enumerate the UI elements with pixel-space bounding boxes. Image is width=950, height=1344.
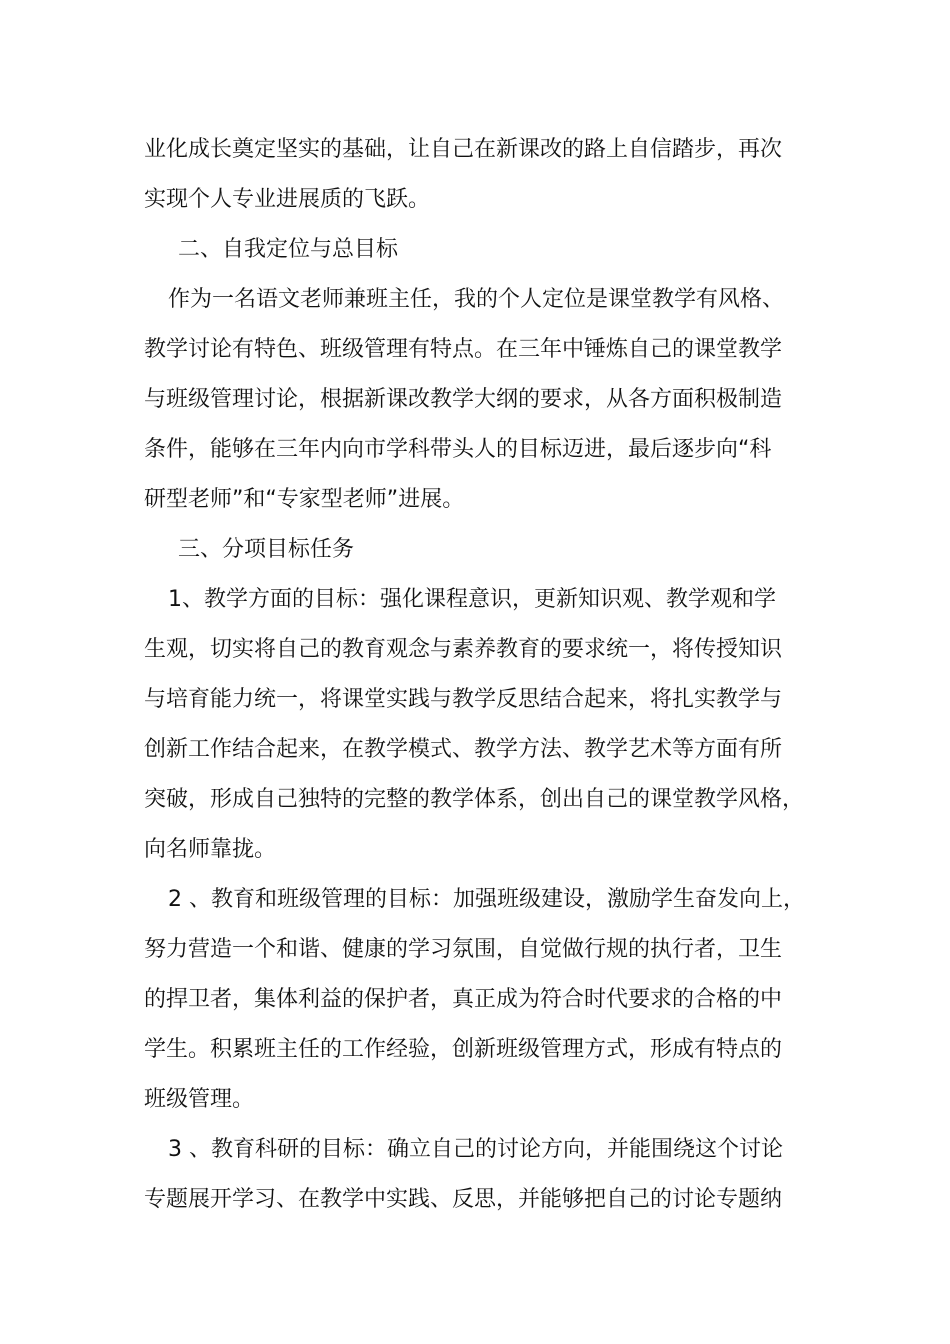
- body-text-line: 班级管理。: [144, 1087, 255, 1112]
- body-text-line: 努力营造一个和谐、健康的学习氛围，自觉做行规的执行者，卫生: [144, 937, 783, 962]
- section-heading: 二、自我定位与总目标: [178, 237, 399, 262]
- body-text-line: 与培育能力统一，将课堂实践与教学反思结合起来，将扎实教学与: [144, 687, 783, 712]
- body-text-line: 2 、教育和班级管理的目标：加强班级建设，激励学生奋发向上，: [168, 887, 805, 912]
- body-text-line: 创新工作结合起来，在教学模式、教学方法、教学艺术等方面有所: [144, 737, 783, 762]
- body-text-line: 研型老师”和“专家型老师”进展。: [144, 487, 465, 512]
- body-text-line: 生观，切实将自己的教育观念与素养教育的要求统一，将传授知识: [144, 637, 783, 662]
- body-text-line: 教学讨论有特色、班级管理有特点。在三年中锤炼自己的课堂教学: [144, 337, 783, 362]
- section-heading: 三、分项目标任务: [178, 537, 355, 562]
- body-text-line: 1、教学方面的目标：强化课程意识，更新知识观、教学观和学: [168, 587, 776, 612]
- body-text-line: 作为一名语文老师兼班主任，我的个人定位是课堂教学有风格、: [168, 287, 785, 312]
- body-text-line: 向名师靠拢。: [144, 837, 277, 862]
- body-text-line: 条件，能够在三年内向市学科带头人的目标迈进，最后逐步向“科: [144, 437, 772, 462]
- body-text-line: 的捍卫者，集体利益的保护者，真正成为符合时代要求的合格的中: [144, 987, 783, 1012]
- body-text-line: 业化成长奠定坚实的基础，让自己在新课改的路上自信踏步，再次: [144, 137, 783, 162]
- body-text-line: 专题展开学习、在教学中实践、反思，并能够把自己的讨论专题纳: [144, 1187, 783, 1212]
- body-text-line: 突破，形成自己独特的完整的教学体系，创出自己的课堂教学风格，: [144, 787, 805, 812]
- body-text-line: 与班级管理讨论，根据新课改教学大纲的要求，从各方面积极制造: [144, 387, 783, 412]
- body-text-line: 学生。积累班主任的工作经验，创新班级管理方式，形成有特点的: [144, 1037, 783, 1062]
- body-text-line: 3 、教育科研的目标：确立自己的讨论方向，并能围绕这个讨论: [168, 1137, 783, 1162]
- body-text-line: 实现个人专业进展质的飞跃。: [144, 187, 431, 212]
